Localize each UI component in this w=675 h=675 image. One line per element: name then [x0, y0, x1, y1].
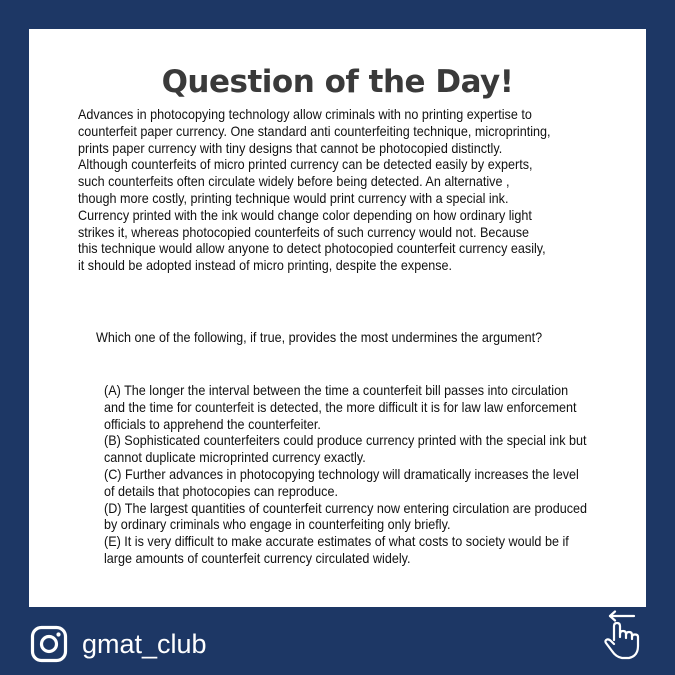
- question-stem: Which one of the following, if true, provides the most undermines the argument?: [96, 329, 543, 345]
- instagram-handle[interactable]: gmat_club: [82, 628, 207, 659]
- swipe-hand-icon: [600, 610, 646, 662]
- answer-choice-c[interactable]: (C) Further advances in photocopying technology will dramatically increases the level of details that photocopies can reproduce.: [104, 465, 579, 499]
- page-title: Question of the Day!: [161, 64, 514, 100]
- argument-passage: Advances in photocopying technology allow criminals with no printing expertise to counterfeit paper currency. One standard anti counterfeiting technique, microprinting, prints paper currency with tiny designs that cannot be photocopied distinctly. Although counterfeits of micro printed currency can be detected easily by experts, such counterfeits often circulate widely before being detected. An alternative , though more costly, printing technique would print currency with a special ink. Currency printed with the ink would change color depending on how ordinary light strikes it, whereas photocopied counterfeits of such currency would not. Because this technique would allow anyone to detect photocopied counterfeit currency easily, it should be adopted instead of micro printing, despite the expense.: [78, 106, 551, 274]
- answer-choices: [104, 382, 587, 567]
- answer-choice-b[interactable]: (B) Sophisticated counterfeiters could produce currency printed with the special ink but cannot duplicate microprinted currency exactly.: [104, 432, 587, 466]
- answer-choice-e[interactable]: (E) It is very difficult to make accurate estimates of what costs to society would be if large amounts of counterfeit currency circulated widely.: [104, 533, 569, 566]
- social-footer: [30, 625, 207, 663]
- answer-choice-d[interactable]: (D) The largest quantities of counterfeit currency now entering circulation are produced by ordinary criminals who engage in counterfeiting only briefly.: [104, 499, 588, 533]
- instagram-icon[interactable]: [30, 625, 68, 663]
- answer-choice-a[interactable]: (A) The longer the interval between the time a counterfeit bill passes into circulation and the time for counterfeit is detected, the more difficult it is for law law enforcement officials to apprehend the counterfeiter.: [104, 382, 577, 432]
